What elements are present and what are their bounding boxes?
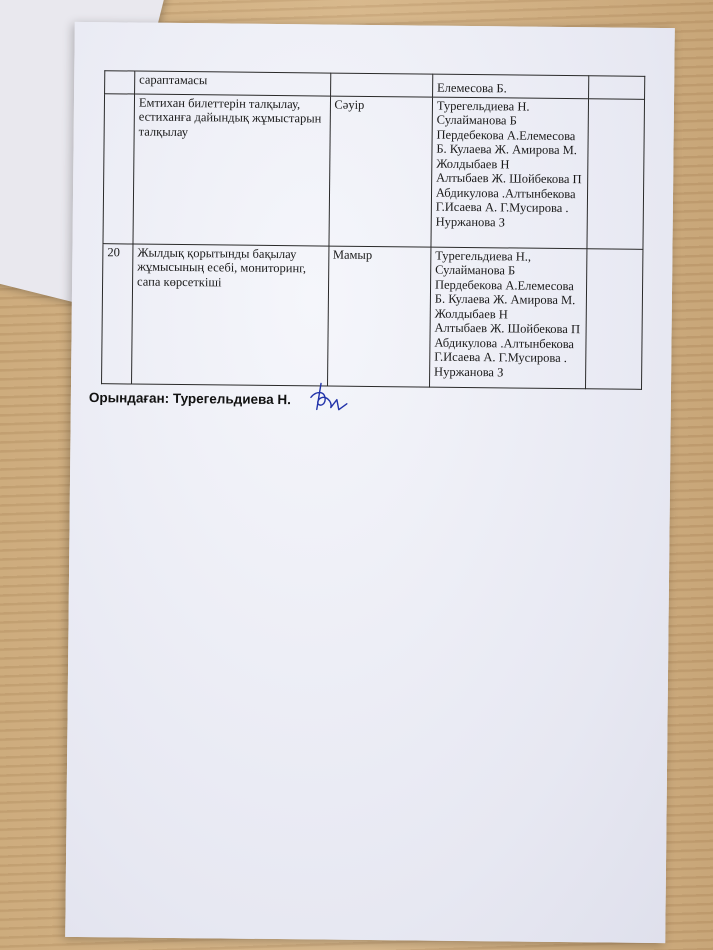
responsible-line: Пердебекова А.Елемесова [436, 127, 576, 143]
responsible-line: Жолдыбаев Н [434, 306, 508, 321]
responsible-line: Сулайманова Б [435, 262, 516, 278]
table-cell-num: 20 [102, 243, 133, 383]
document-page [65, 22, 675, 943]
responsible-line: Нуржанова З [434, 364, 504, 379]
responsible-line: Алтыбаев Ж. Шойбекова П [434, 320, 581, 337]
table-row [103, 93, 645, 249]
table-cell [586, 248, 643, 389]
responsible-line: Б. Кулаева Ж. Амирова М. [434, 291, 576, 308]
responsible-line: Нуржанова З [435, 214, 506, 229]
handwritten-signature [307, 379, 351, 417]
plan-table [101, 70, 645, 389]
table-cell-num [103, 93, 135, 243]
responsible-line: Г.Исаева А. Г.Мусирова . [434, 349, 568, 366]
table-cell-responsible: Елемесова Б. [432, 74, 588, 98]
responsible-line: Турегельдиева Н. [436, 98, 530, 114]
table-cell-month: Сәуір [328, 96, 432, 247]
table-row [102, 243, 643, 389]
responsible-line: Жолдыбаев Н [436, 156, 510, 171]
table-cell [587, 98, 644, 249]
responsible-line: Пердебекова А.Елемесова [434, 277, 574, 293]
table-cell-topic: сараптамасы [135, 71, 331, 96]
table-cell [589, 76, 645, 99]
table-cell [105, 71, 135, 94]
table-cell [330, 73, 433, 97]
table-cell-topic: Емтихан билеттерін талқылау, естиханға дайындық жұмыстарын талқылау [133, 94, 330, 246]
table-cell-month: Мамыр [327, 246, 431, 387]
responsible-line: Абдикулова .Алтынбекова [434, 335, 575, 351]
responsible-line: Сулайманова Б [436, 112, 517, 128]
responsible-line: Г.Исаева А. Г.Мусирова . [435, 199, 569, 216]
responsible-line: Б. Кулаева Ж. Амирова М. [436, 141, 577, 158]
responsible-line: Абдикулова .Алтынбекова [435, 185, 576, 201]
responsible-line: Турегельдиева Н., [435, 248, 532, 264]
responsible-line: Алтыбаев Ж. Шойбекова П [436, 170, 582, 187]
table-cell-responsible [431, 97, 589, 249]
signed-by-label: Орындаған: Турегельдиева Н. [88, 390, 292, 408]
table-cell-topic: Жылдық қорытынды бақылау жұмысының есебі, мониторинг, сапа көрсеткіші [132, 244, 329, 386]
table-cell-responsible [429, 247, 587, 389]
